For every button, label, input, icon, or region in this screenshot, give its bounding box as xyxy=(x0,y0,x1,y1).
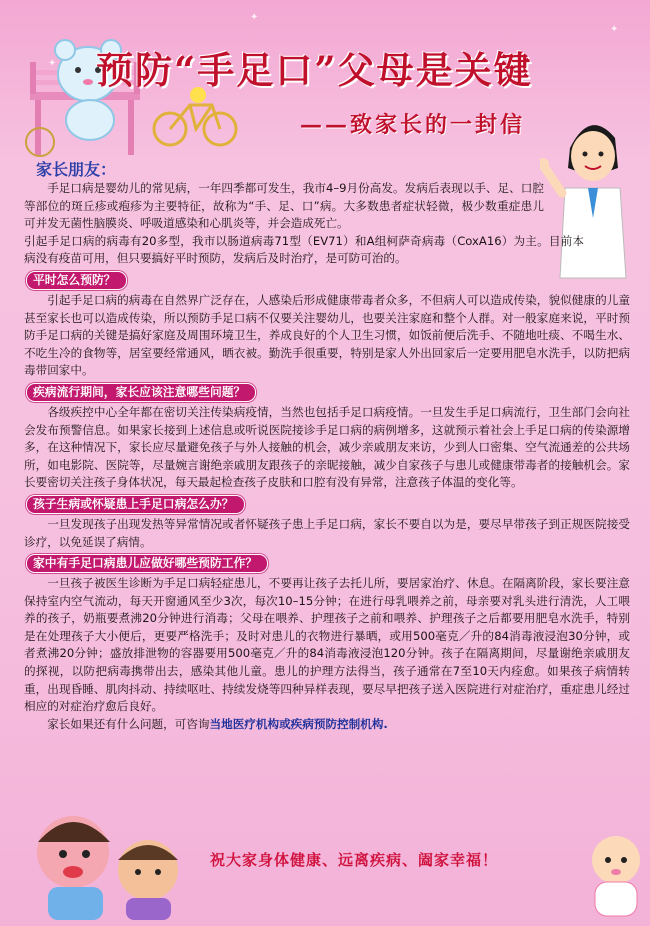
section-body-prevention: 引起手足口病的病毒在自然界广泛存在，人感染后形成健康带毒者众多，不但病人可以造成传染，貌似健康的儿童甚至家长也可以造成传染，所以预防手足口病不仅要关注婴幼儿，也要关注家庭和整个人群。对一般家庭来说，平时预防手足口病的关键是搞好家庭及周围环境卫生，养成良好的个人卫生习惯，如饭前便后洗手、不随地吐痰、不喝生水、不吃生冷的食物等，居室要经常通风，晒衣被。勤洗手很重要，特别是家人外出回家后一定要用肥皂水洗手，以防把病毒带回家中。 xyxy=(24,292,630,378)
letter-body xyxy=(24,180,630,733)
section-body-child-ill: 一旦发现孩子出现发热等异常情况或者怀疑孩子患上手足口病，家长不要自以为是，要尽早带孩子到正规医院接受诊疗，以免延误了病情。 xyxy=(24,516,630,549)
baby-illustration xyxy=(585,830,647,918)
greeting: 家长朋友： xyxy=(36,160,117,179)
closing-wish: 祝大家身体健康、远离疾病、阖家幸福！ xyxy=(210,851,499,869)
closing-paragraph xyxy=(24,716,630,734)
section-body-epidemic: 各级疾控中心全年都在密切关注传染病疫情，当然也包括手足口病疫情。一旦发生手足口病流行，卫生部门会向社会发布预警信息。如果家长接到上述信息或听说医院接诊手足口病的病例增多，这就预示着社会上手足口病的传染源增多，在这种情况下，家长应尽量避免孩子与外人接触的机会，减少亲戚朋友来访，少到人口密集、空气流通差的公共场所，如电影院、医院等，尽量婉言谢绝亲戚朋友跟孩子的亲昵接触，减少自家孩子与患儿或健康带毒者的接触机会。家长要密切关注孩子身体状况，每天最起检查孩子皮肤和口腔有没有异常，注意孩子体温的变化等。 xyxy=(24,404,630,490)
section-body-home-care: 一旦孩子被医生诊断为手足口病轻症患儿，不要再让孩子去托儿所，要居家治疗、休息。在隔离阶段，家长要注意保持室内空气流动，每天开窗通风至少3次，每次10–15分钟；在进行母乳喂养之前，母亲要对乳头进行清洗，人工喂养的孩子，奶瓶要煮沸20分钟进行消毒；父母在喂养、护理孩子之前和喂养、护理孩子之后都要用肥皂水洗手，特别是在处理孩子大小便后，更要严格洗手；及时对患儿的衣物进行暴晒，或用500毫克／升的84消毒液浸泡30分钟，或者煮沸20分钟；盛放排泄物的容器要用500毫克／升的84消毒液浸泡120分钟。孩子在隔离期间，尽量谢绝亲戚朋友的探视，以防把病毒携带出去，感染其他儿童。患儿的护理方法得当，孩子通常在7至10天内痊愈。如果孩子病情转重，出现昏睡、肌肉抖动、持续呕吐、持续发烧等四种异样表现，要尽早把孩子送入医院进行对症治疗，重症患儿经过相应的对症治疗愈后良好。 xyxy=(24,576,630,714)
sparkle-icon: ✦ xyxy=(250,12,259,23)
sparkle-icon: ✦ xyxy=(610,24,619,35)
closing-contact: 当地医疗机构或疾病预防控制机构. xyxy=(209,716,388,731)
closing-text: 家长如果还有什么问题，可咨询 xyxy=(47,716,210,731)
section-heading-child-ill: 孩子生病或怀疑患上手足口病怎么办？ xyxy=(26,495,245,514)
page-title: 预防“手足口”父母是关键 xyxy=(96,48,533,92)
mother-and-child-illustration xyxy=(18,812,193,920)
sparkle-icon: ✦ xyxy=(48,58,57,69)
intro-paragraph-2: 引起手足口病的病毒有20多型，我市以肠道病毒71型（EV71）和A组柯萨奇病毒（CoxA16）为主。目前本病没有疫苗可用，但只要搞好平时预防，发病后及时治疗，是可防可治的。 xyxy=(24,233,584,266)
bicycle-illustration xyxy=(150,85,240,150)
section-heading-home-care: 家中有手足口病患儿应做好哪些预防工作？ xyxy=(26,554,268,573)
intro-paragraph-1: 手足口病是婴幼儿的常见病，一年四季都可发生，我市4–9月份高发。发病后表现以手、足、口腔等部位的斑丘疹或疱疹为主要特征，故称为“手、足、口”病。大多数患者症状轻微，极少数重症患儿可并发无菌性脑膜炎、呼吸道感染和心肌炎等，并会造成死亡。 xyxy=(24,181,544,231)
page-subtitle: ——致家长的一封信 xyxy=(300,112,526,138)
section-heading-prevention: 平时怎么预防？ xyxy=(26,271,127,290)
section-heading-epidemic: 疾病流行期间，家长应该注意哪些问题？ xyxy=(26,383,256,402)
